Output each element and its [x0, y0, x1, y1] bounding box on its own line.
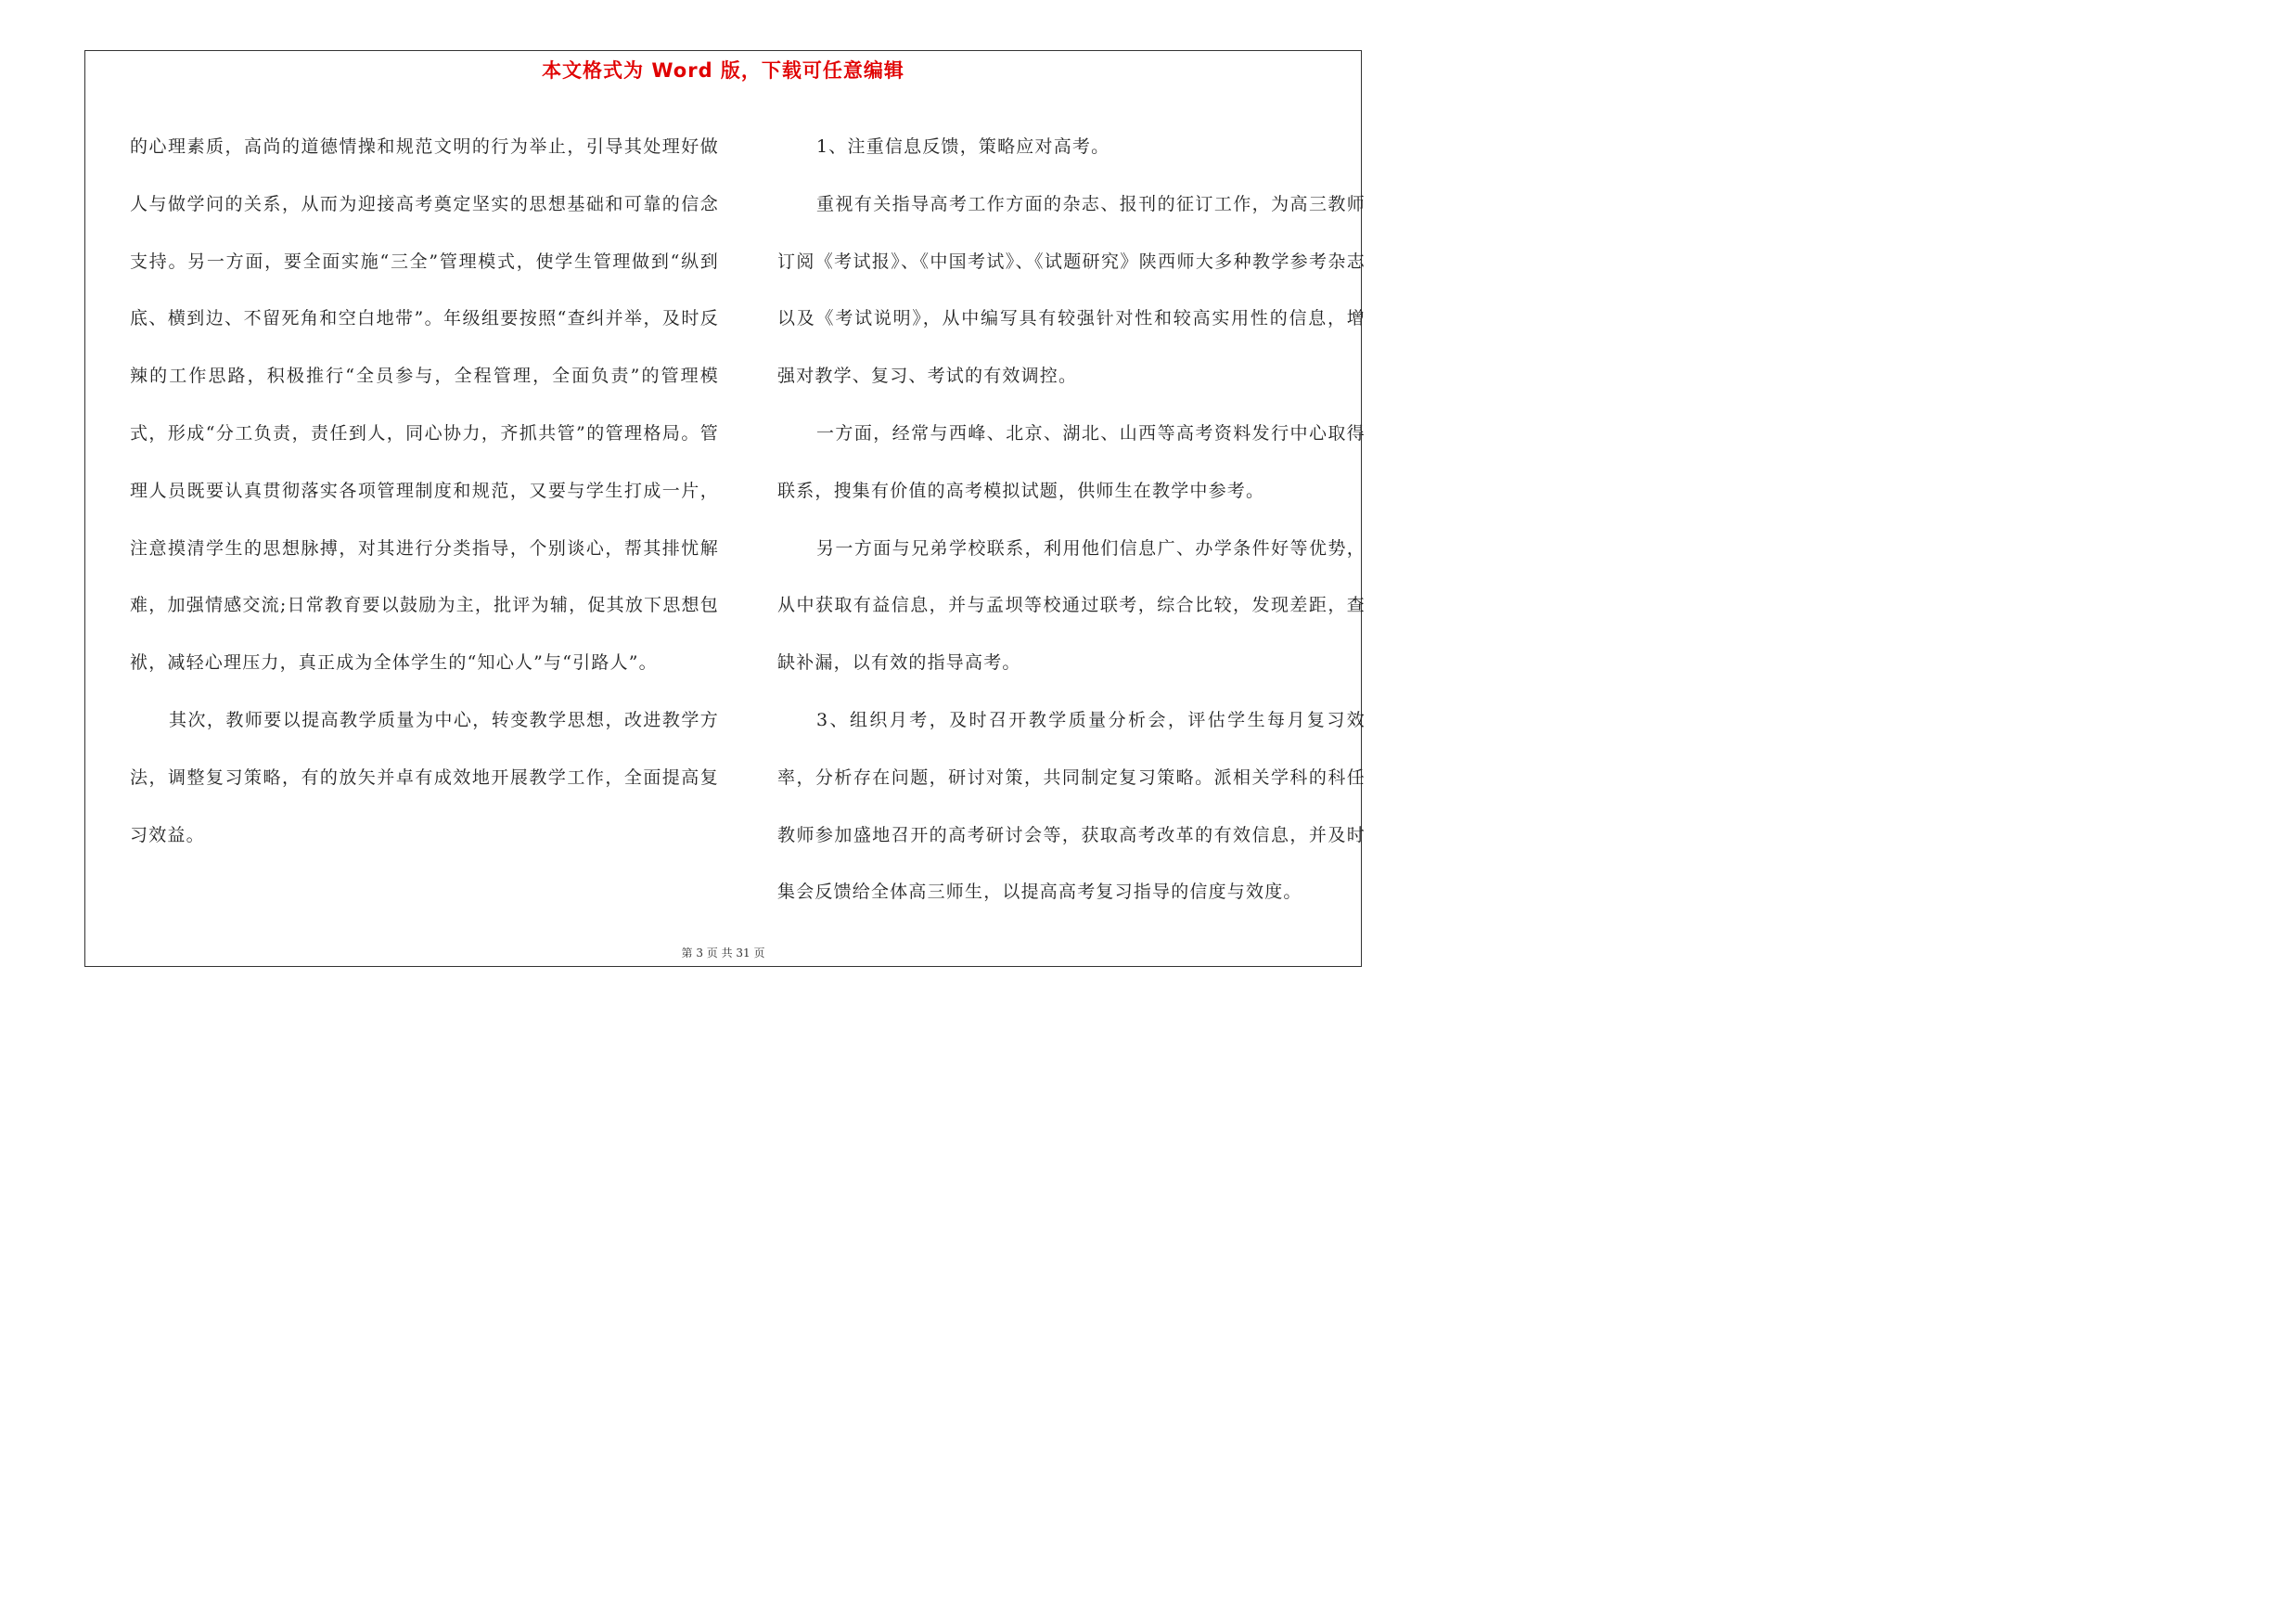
left-paragraph-1: 的心理素质，高尚的道德情操和规范文明的行为举止，引导其处理好做人与做学问的关系，从而为迎接高考奠定坚实的思想基础和可靠的信念支持。另一方面，要全面实施“三全”管理模式，使学生管理做到“纵到底、横到边、不留死角和空白地带”。年级组要按照“查纠并举，及时反辣的工作思路，积极推行“全员参与，全程管理，全面负责”的管理模式，形成“分工负责，责任到人，同心协力，齐抓共管”的管理格局。管理人员既要认真贯彻落实各项管理制度和规范，又要与学生打成一片，注意摸清学生的思想脉搏，对其进行分类指导，个别谈心，帮其排忧解难，加强情感交流;日常教育要以鼓励为主，批评为辅，促其放下思想包袱，减轻心理压力，真正成为全体学生的“知心人”与“引路人”。: [130, 136, 719, 674]
right-column: [777, 119, 1366, 921]
left-paragraph-2: 其次，教师要以提高教学质量为中心，转变教学思想，改进教学方法，调整复习策略，有的放矢并卓有成效地开展教学工作，全面提高复习效益。: [130, 709, 719, 845]
format-banner: 本文格式为 Word 版，下载可任意编辑: [542, 59, 904, 82]
right-paragraph-3: 一方面，经常与西峰、北京、湖北、山西等高考资料发行中心取得联系，搜集有价值的高考模拟试题，供师生在教学中参考。: [777, 422, 1366, 501]
right-paragraph-1: 1、注重信息反馈，策略应对高考。: [816, 136, 1110, 157]
left-column: [130, 119, 719, 864]
right-paragraph-4: 另一方面与兄弟学校联系，利用他们信息广、办学条件好等优势，从中获取有益信息，并与孟坝等校通过联考，综合比较，发现差距，查缺补漏，以有效的指导高考。: [777, 537, 1366, 674]
right-paragraph-2: 重视有关指导高考工作方面的杂志、报刊的征订工作，为高三教师订阅《考试报》、《中国考试》、《试题研究》陕西师大多种教学参考杂志以及《考试说明》，从中编写具有较强针对性和较高实用性的信息，增强对教学、复习、考试的有效调控。: [777, 193, 1366, 387]
right-paragraph-5: 3、组织月考，及时召开教学质量分析会，评估学生每月复习效率，分析存在问题，研讨对策，共同制定复习策略。派相关学科的科任教师参加盛地召开的高考研讨会等，获取高考改革的有效信息，并及时集会反馈给全体高三师生，以提高高考复习指导的信度与效度。: [777, 709, 1366, 903]
page-number-footer: 第 3 页 共 31 页: [681, 947, 765, 960]
